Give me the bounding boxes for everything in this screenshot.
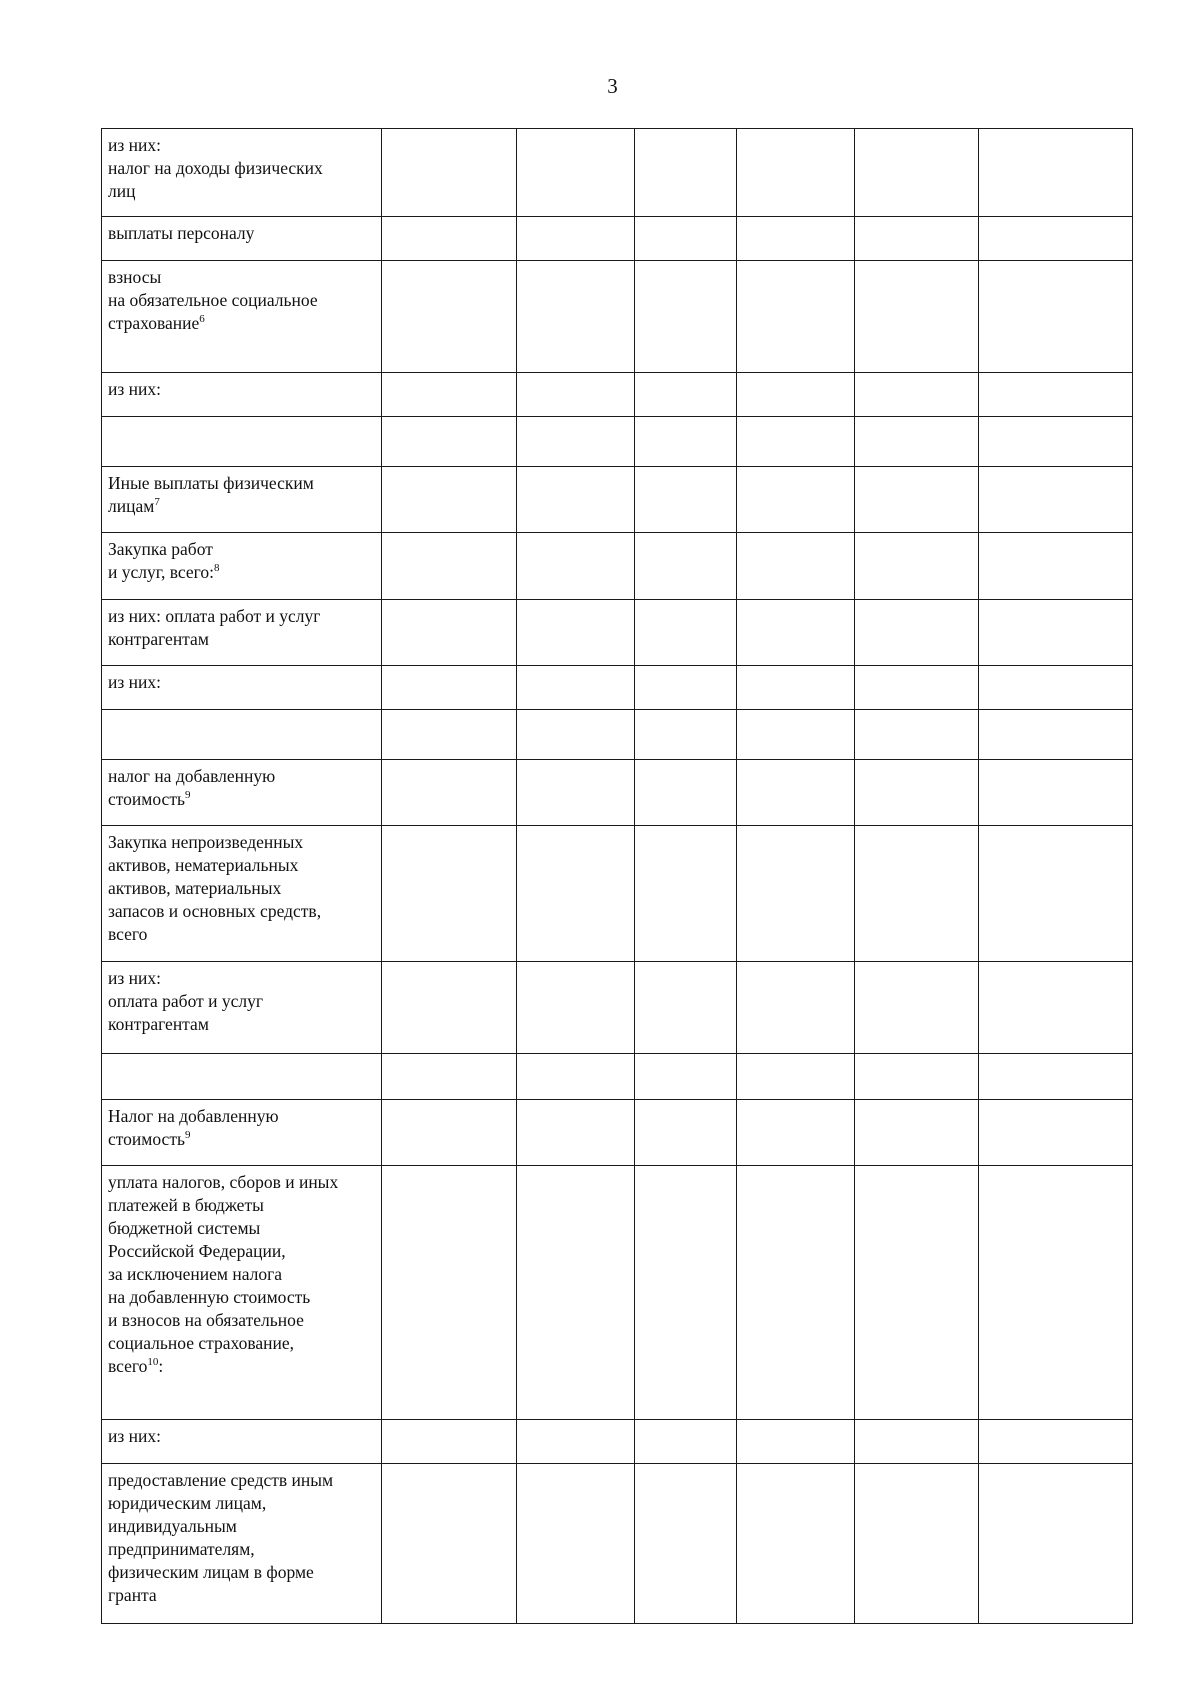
value-cell: [855, 467, 979, 533]
table-row: [102, 600, 1133, 666]
value-cell: [979, 600, 1133, 666]
value-cell: [382, 417, 517, 467]
row-label-cell: [102, 1166, 382, 1420]
value-cell: [382, 533, 517, 600]
value-cell: [635, 1100, 737, 1166]
value-cell: [635, 826, 737, 962]
value-cell: [635, 129, 737, 217]
row-label-cell: [102, 261, 382, 373]
value-cell: [855, 261, 979, 373]
value-cell: [635, 467, 737, 533]
value-cell: [517, 1100, 635, 1166]
row-label-cell: [102, 600, 382, 666]
value-cell: [635, 261, 737, 373]
value-cell: [979, 1054, 1133, 1100]
value-cell: [979, 1420, 1133, 1464]
value-cell: [635, 1420, 737, 1464]
row-label-suffix: :: [158, 1356, 164, 1376]
table-row: [102, 533, 1133, 600]
row-label-cell: [102, 1420, 382, 1464]
value-cell: [635, 217, 737, 261]
value-cell: [855, 760, 979, 826]
row-label-cell: [102, 666, 382, 710]
row-label-cell: [102, 217, 382, 261]
value-cell: [979, 1464, 1133, 1624]
budget-table-body: [102, 129, 1133, 1624]
footnote-marker: 9: [184, 789, 191, 802]
table-row: [102, 1100, 1133, 1166]
row-label: Иные выплаты физическим лицам: [108, 473, 314, 516]
table-row: [102, 417, 1133, 467]
value-cell: [737, 1054, 855, 1100]
value-cell: [737, 962, 855, 1054]
value-cell: [855, 1054, 979, 1100]
row-label: выплаты персоналу: [108, 223, 255, 243]
value-cell: [382, 373, 517, 417]
row-label: из них:: [108, 379, 161, 399]
value-cell: [382, 217, 517, 261]
value-cell: [737, 217, 855, 261]
value-cell: [382, 1464, 517, 1624]
table-row: [102, 1420, 1133, 1464]
value-cell: [737, 261, 855, 373]
value-cell: [979, 1166, 1133, 1420]
table-row: [102, 129, 1133, 217]
footnote-marker: 9: [184, 1129, 191, 1142]
value-cell: [635, 1464, 737, 1624]
value-cell: [855, 710, 979, 760]
value-cell: [635, 533, 737, 600]
row-label: из них:: [108, 672, 161, 692]
value-cell: [517, 417, 635, 467]
row-label: предоставление средств иным юридическим лицам, индивидуальным предпринимателям, физическим лицам в форме гранта: [108, 1470, 334, 1605]
value-cell: [979, 710, 1133, 760]
value-cell: [979, 962, 1133, 1054]
value-cell: [517, 1420, 635, 1464]
row-label: из них: оплата работ и услуг контрагентам: [108, 968, 264, 1034]
row-label: Закупка непроизведенных активов, нематериальных активов, материальных запасов и основных средств, всего: [108, 832, 322, 944]
table-row: [102, 467, 1133, 533]
value-cell: [855, 373, 979, 417]
value-cell: [517, 1166, 635, 1420]
value-cell: [855, 1166, 979, 1420]
value-cell: [517, 1054, 635, 1100]
value-cell: [855, 1464, 979, 1624]
value-cell: [855, 1100, 979, 1166]
table-row: [102, 826, 1133, 962]
value-cell: [382, 261, 517, 373]
row-label: взносы на обязательное социальное страхование: [108, 267, 318, 333]
table-row: [102, 710, 1133, 760]
value-cell: [737, 417, 855, 467]
page-number: 3: [607, 74, 618, 98]
value-cell: [979, 261, 1133, 373]
value-cell: [382, 1166, 517, 1420]
value-cell: [737, 533, 855, 600]
value-cell: [635, 760, 737, 826]
footnote-marker: 6: [199, 313, 205, 326]
value-cell: [979, 826, 1133, 962]
value-cell: [517, 710, 635, 760]
table-row: [102, 962, 1133, 1054]
value-cell: [635, 710, 737, 760]
value-cell: [979, 373, 1133, 417]
row-label: налог на добавленную стоимость: [108, 766, 276, 809]
value-cell: [517, 217, 635, 261]
value-cell: [979, 217, 1133, 261]
value-cell: [855, 600, 979, 666]
value-cell: [855, 962, 979, 1054]
value-cell: [979, 533, 1133, 600]
value-cell: [979, 1100, 1133, 1166]
value-cell: [382, 467, 517, 533]
row-label-cell: [102, 826, 382, 962]
value-cell: [737, 1100, 855, 1166]
row-label-cell: [102, 373, 382, 417]
table-row: [102, 373, 1133, 417]
value-cell: [737, 129, 855, 217]
value-cell: [737, 1420, 855, 1464]
value-cell: [382, 760, 517, 826]
row-label-cell: [102, 417, 382, 467]
value-cell: [635, 1166, 737, 1420]
row-label: Налог на добавленную стоимость: [108, 1106, 279, 1149]
table-row: [102, 760, 1133, 826]
value-cell: [517, 373, 635, 417]
value-cell: [855, 417, 979, 467]
table-row: [102, 1166, 1133, 1420]
budget-table: [101, 128, 1133, 1624]
value-cell: [737, 1166, 855, 1420]
value-cell: [517, 533, 635, 600]
value-cell: [737, 760, 855, 826]
row-label-cell: [102, 129, 382, 217]
table-row: [102, 666, 1133, 710]
row-label-cell: [102, 1100, 382, 1166]
value-cell: [517, 666, 635, 710]
value-cell: [635, 373, 737, 417]
value-cell: [855, 1420, 979, 1464]
value-cell: [635, 1054, 737, 1100]
row-label-cell: [102, 1054, 382, 1100]
footnote-marker: 8: [213, 562, 220, 575]
value-cell: [855, 217, 979, 261]
value-cell: [517, 826, 635, 962]
value-cell: [382, 1054, 517, 1100]
row-label-cell: [102, 710, 382, 760]
value-cell: [382, 826, 517, 962]
value-cell: [635, 666, 737, 710]
value-cell: [382, 129, 517, 217]
value-cell: [635, 600, 737, 666]
value-cell: [737, 600, 855, 666]
table-row: [102, 217, 1133, 261]
row-label: из них: налог на доходы физических лиц: [108, 135, 323, 201]
value-cell: [517, 467, 635, 533]
value-cell: [737, 373, 855, 417]
value-cell: [737, 1464, 855, 1624]
value-cell: [737, 666, 855, 710]
value-cell: [517, 760, 635, 826]
table-row: [102, 1464, 1133, 1624]
value-cell: [517, 129, 635, 217]
row-label: Закупка работ и услуг, всего:: [108, 539, 214, 582]
value-cell: [855, 666, 979, 710]
value-cell: [382, 600, 517, 666]
row-label: из них: оплата работ и услуг контрагентам: [108, 606, 321, 649]
value-cell: [517, 600, 635, 666]
row-label: уплата налогов, сборов и иных платежей в бюджеты бюджетной системы Российской Федерации, за исключением налога на добавленную стоимость и взносов на обязательное социальное страхование, всего: [108, 1172, 339, 1376]
table-row: [102, 261, 1133, 373]
value-cell: [979, 666, 1133, 710]
value-cell: [382, 666, 517, 710]
value-cell: [382, 1100, 517, 1166]
value-cell: [855, 533, 979, 600]
row-label-cell: [102, 467, 382, 533]
row-label-cell: [102, 533, 382, 600]
value-cell: [517, 1464, 635, 1624]
value-cell: [737, 710, 855, 760]
value-cell: [382, 710, 517, 760]
table-row: [102, 1054, 1133, 1100]
value-cell: [517, 962, 635, 1054]
row-label: из них:: [108, 1426, 161, 1446]
value-cell: [979, 760, 1133, 826]
value-cell: [979, 417, 1133, 467]
value-cell: [517, 261, 635, 373]
row-label-cell: [102, 962, 382, 1054]
value-cell: [382, 962, 517, 1054]
footnote-marker: 7: [154, 496, 160, 509]
footnote-marker: 10: [147, 1356, 159, 1369]
value-cell: [737, 826, 855, 962]
value-cell: [635, 417, 737, 467]
value-cell: [979, 467, 1133, 533]
value-cell: [635, 962, 737, 1054]
value-cell: [382, 1420, 517, 1464]
value-cell: [737, 467, 855, 533]
value-cell: [979, 129, 1133, 217]
row-label-cell: [102, 760, 382, 826]
row-label-cell: [102, 1464, 382, 1624]
value-cell: [855, 826, 979, 962]
value-cell: [855, 129, 979, 217]
